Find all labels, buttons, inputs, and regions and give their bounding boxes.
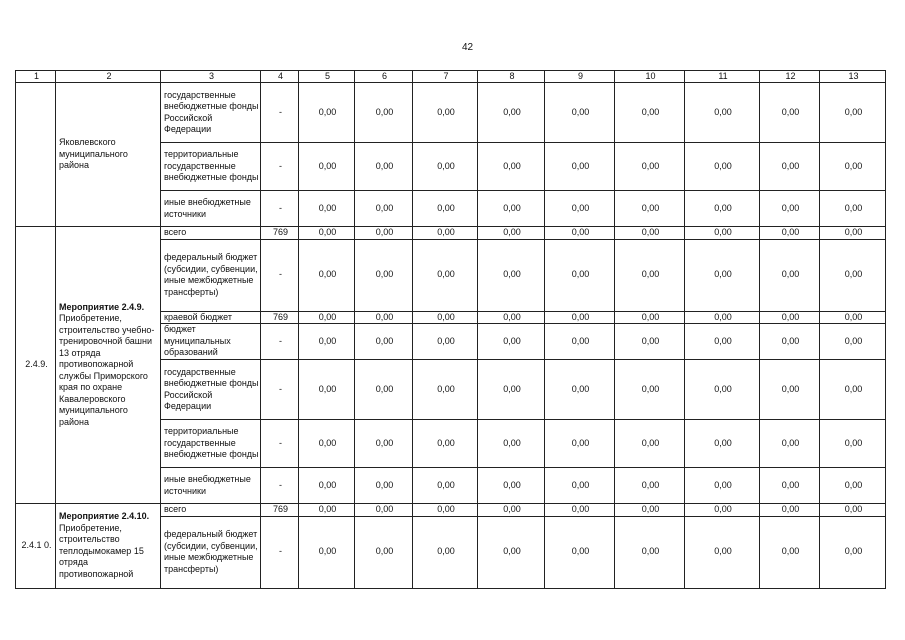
amount-cell: 0,00 [413, 239, 478, 311]
amount-cell: 0,00 [820, 83, 886, 143]
amount-cell: 0,00 [760, 360, 820, 420]
amount-cell: 0,00 [299, 324, 355, 360]
amount-cell: 0,00 [820, 191, 886, 227]
amount-cell: 0,00 [478, 516, 545, 588]
budget-code: - [261, 239, 299, 311]
budget-code: - [261, 516, 299, 588]
amount-cell: 0,00 [615, 83, 685, 143]
budget-code: 769 [261, 504, 299, 517]
column-number: 2 [56, 71, 161, 83]
budget-code: - [261, 468, 299, 504]
column-number: 9 [545, 71, 615, 83]
amount-cell: 0,00 [299, 311, 355, 324]
amount-cell: 0,00 [299, 468, 355, 504]
budget-code: - [261, 83, 299, 143]
amount-cell: 0,00 [413, 420, 478, 468]
funding-source: всего [161, 504, 261, 517]
amount-cell: 0,00 [685, 227, 760, 240]
amount-cell: 0,00 [685, 360, 760, 420]
amount-cell: 0,00 [299, 83, 355, 143]
amount-cell: 0,00 [760, 504, 820, 517]
amount-cell: 0,00 [355, 324, 413, 360]
amount-cell: 0,00 [413, 360, 478, 420]
amount-cell: 0,00 [760, 420, 820, 468]
item-number: 2.4.1 0. [16, 504, 56, 589]
amount-cell: 0,00 [355, 227, 413, 240]
budget-code: - [261, 420, 299, 468]
funding-source: государственные внебюджетные фонды Российской Федерации [161, 360, 261, 420]
column-number: 13 [820, 71, 886, 83]
amount-cell: 0,00 [355, 191, 413, 227]
table-row [16, 227, 886, 240]
funding-source: всего [161, 227, 261, 240]
amount-cell: 0,00 [355, 468, 413, 504]
amount-cell: 0,00 [299, 239, 355, 311]
amount-cell: 0,00 [355, 239, 413, 311]
amount-cell: 0,00 [413, 83, 478, 143]
item-number: 2.4.9. [16, 227, 56, 504]
budget-code: - [261, 191, 299, 227]
amount-cell: 0,00 [478, 468, 545, 504]
budget-code: 769 [261, 227, 299, 240]
amount-cell: 0,00 [413, 468, 478, 504]
activity-text: Приобретение, строительство учебно-тренировочной башни 13 отряда противопожарной службы Приморского края по охране Кавалеровского муниципального района [59, 313, 155, 427]
amount-cell: 0,00 [545, 239, 615, 311]
amount-cell: 0,00 [760, 191, 820, 227]
column-number-row [16, 71, 886, 83]
amount-cell: 0,00 [685, 324, 760, 360]
amount-cell: 0,00 [760, 83, 820, 143]
activity-description [56, 504, 161, 589]
budget-table [15, 70, 886, 589]
amount-cell: 0,00 [820, 239, 886, 311]
amount-cell: 0,00 [545, 360, 615, 420]
amount-cell: 0,00 [685, 83, 760, 143]
amount-cell: 0,00 [355, 360, 413, 420]
amount-cell: 0,00 [545, 420, 615, 468]
amount-cell: 0,00 [760, 239, 820, 311]
amount-cell: 0,00 [760, 516, 820, 588]
amount-cell: 0,00 [299, 143, 355, 191]
amount-cell: 0,00 [299, 420, 355, 468]
amount-cell: 0,00 [545, 311, 615, 324]
amount-cell: 0,00 [478, 324, 545, 360]
column-number: 8 [478, 71, 545, 83]
funding-source: территориальные государственные внебюджетные фонды [161, 420, 261, 468]
amount-cell: 0,00 [478, 227, 545, 240]
amount-cell: 0,00 [615, 227, 685, 240]
amount-cell: 0,00 [615, 311, 685, 324]
amount-cell: 0,00 [615, 516, 685, 588]
column-number: 10 [615, 71, 685, 83]
amount-cell: 0,00 [545, 516, 615, 588]
amount-cell: 0,00 [355, 143, 413, 191]
column-number: 11 [685, 71, 760, 83]
budget-code: 769 [261, 311, 299, 324]
activity-title: Мероприятие 2.4.10. [59, 511, 150, 522]
amount-cell: 0,00 [685, 516, 760, 588]
amount-cell: 0,00 [413, 504, 478, 517]
amount-cell: 0,00 [413, 227, 478, 240]
amount-cell: 0,00 [820, 360, 886, 420]
amount-cell: 0,00 [545, 191, 615, 227]
amount-cell: 0,00 [545, 227, 615, 240]
funding-source: иные внебюджетные источники [161, 468, 261, 504]
amount-cell: 0,00 [478, 191, 545, 227]
amount-cell: 0,00 [615, 468, 685, 504]
amount-cell: 0,00 [355, 83, 413, 143]
amount-cell: 0,00 [299, 504, 355, 517]
amount-cell: 0,00 [760, 227, 820, 240]
amount-cell: 0,00 [685, 191, 760, 227]
amount-cell: 0,00 [478, 504, 545, 517]
table-row [16, 504, 886, 517]
amount-cell: 0,00 [478, 143, 545, 191]
amount-cell: 0,00 [355, 516, 413, 588]
amount-cell: 0,00 [820, 311, 886, 324]
amount-cell: 0,00 [615, 420, 685, 468]
funding-source: иные внебюджетные источники [161, 191, 261, 227]
column-number: 3 [161, 71, 261, 83]
budget-code: - [261, 360, 299, 420]
amount-cell: 0,00 [545, 324, 615, 360]
amount-cell: 0,00 [545, 83, 615, 143]
amount-cell: 0,00 [615, 239, 685, 311]
amount-cell: 0,00 [413, 143, 478, 191]
amount-cell: 0,00 [685, 420, 760, 468]
amount-cell: 0,00 [355, 504, 413, 517]
amount-cell: 0,00 [760, 468, 820, 504]
activity-text: Яковлевского муниципального района [59, 137, 128, 171]
activity-description [56, 83, 161, 227]
amount-cell: 0,00 [299, 360, 355, 420]
amount-cell: 0,00 [615, 504, 685, 517]
amount-cell: 0,00 [820, 420, 886, 468]
column-number: 7 [413, 71, 478, 83]
amount-cell: 0,00 [685, 504, 760, 517]
amount-cell: 0,00 [413, 324, 478, 360]
amount-cell: 0,00 [615, 360, 685, 420]
amount-cell: 0,00 [760, 311, 820, 324]
budget-code: - [261, 324, 299, 360]
amount-cell: 0,00 [355, 311, 413, 324]
amount-cell: 0,00 [478, 83, 545, 143]
amount-cell: 0,00 [685, 143, 760, 191]
column-number: 1 [16, 71, 56, 83]
amount-cell: 0,00 [820, 516, 886, 588]
funding-source: государственные внебюджетные фонды Российской Федерации [161, 83, 261, 143]
amount-cell: 0,00 [615, 324, 685, 360]
amount-cell: 0,00 [299, 227, 355, 240]
amount-cell: 0,00 [478, 420, 545, 468]
page-number: 42 [461, 42, 474, 53]
amount-cell: 0,00 [820, 227, 886, 240]
funding-source: федеральный бюджет (субсидии, субвенции, иные межбюджетные трансферты) [161, 239, 261, 311]
amount-cell: 0,00 [478, 360, 545, 420]
amount-cell: 0,00 [413, 516, 478, 588]
amount-cell: 0,00 [820, 324, 886, 360]
amount-cell: 0,00 [478, 239, 545, 311]
item-number [16, 83, 56, 227]
amount-cell: 0,00 [545, 468, 615, 504]
column-number: 6 [355, 71, 413, 83]
column-number: 12 [760, 71, 820, 83]
activity-title: Мероприятие 2.4.9. [59, 301, 145, 312]
funding-source: территориальные государственные внебюджетные фонды [161, 143, 261, 191]
funding-source: краевой бюджет [161, 311, 261, 324]
amount-cell: 0,00 [615, 143, 685, 191]
amount-cell: 0,00 [760, 143, 820, 191]
amount-cell: 0,00 [413, 311, 478, 324]
amount-cell: 0,00 [820, 143, 886, 191]
amount-cell: 0,00 [355, 420, 413, 468]
amount-cell: 0,00 [545, 504, 615, 517]
column-number: 5 [299, 71, 355, 83]
amount-cell: 0,00 [299, 516, 355, 588]
amount-cell: 0,00 [760, 324, 820, 360]
amount-cell: 0,00 [820, 468, 886, 504]
table-row [16, 83, 886, 143]
funding-source: бюджет муниципальных образований [161, 324, 261, 360]
amount-cell: 0,00 [685, 468, 760, 504]
column-number: 4 [261, 71, 299, 83]
amount-cell: 0,00 [820, 504, 886, 517]
amount-cell: 0,00 [478, 311, 545, 324]
activity-text: Приобретение, строительство теплодымокамер 15 отряда противопожарной [59, 522, 144, 579]
amount-cell: 0,00 [615, 191, 685, 227]
budget-code: - [261, 143, 299, 191]
amount-cell: 0,00 [545, 143, 615, 191]
funding-source: федеральный бюджет (субсидии, субвенции, иные межбюджетные трансферты) [161, 516, 261, 588]
amount-cell: 0,00 [685, 311, 760, 324]
amount-cell: 0,00 [299, 191, 355, 227]
amount-cell: 0,00 [413, 191, 478, 227]
amount-cell: 0,00 [685, 239, 760, 311]
activity-description [56, 227, 161, 504]
